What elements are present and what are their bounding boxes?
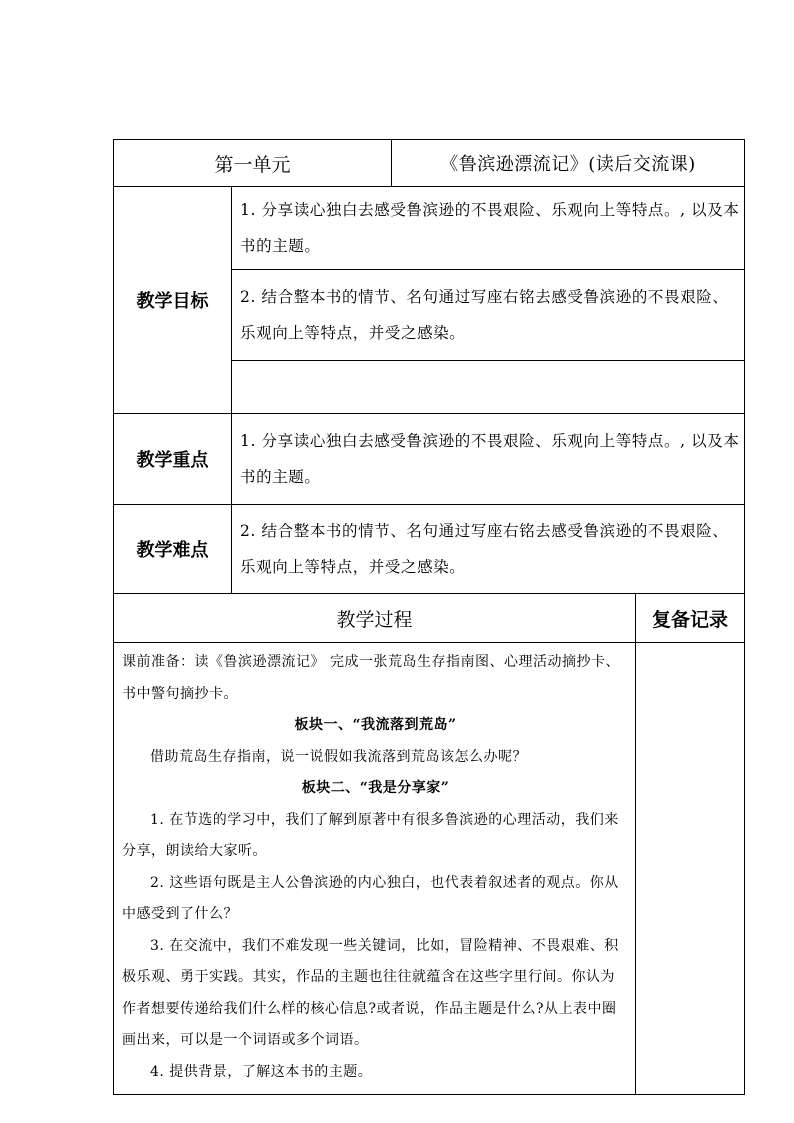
step-3: 3. 在交流中，我们不难发现一些关键词，比如，冒险精神、不畏艰难、积极乐观、勇于实践。其实，作品的主题也往往就蕴含在这些字里行间。你认为作者想要传递给我们什么样的核心信息?或者说，作品主题是什么?从上表中圈画出来，可以是一个词语或多个词语。 bbox=[122, 937, 619, 1048]
objective-item-3 bbox=[232, 361, 745, 414]
process-content bbox=[114, 643, 636, 1095]
objectives-label: 教学目标 bbox=[114, 187, 232, 414]
process-header-row bbox=[114, 594, 745, 643]
process-label: 教学过程 bbox=[114, 594, 636, 643]
unit-label: 第一单元 bbox=[114, 140, 392, 187]
objectives-row-1 bbox=[114, 187, 745, 270]
objective-item-1: 1. 分享读心独白去感受鲁滨逊的不畏艰险、乐观向上等特点。, 以及本书的主题。 bbox=[232, 187, 745, 270]
step-2: 2. 这些语句既是主人公鲁滨逊的内心独白，也代表着叙述者的观点。你从中感受到了什么？ bbox=[122, 874, 619, 922]
difficulties-label: 教学难点 bbox=[114, 505, 232, 594]
process-body-row bbox=[114, 643, 745, 1095]
difficulties-row bbox=[114, 505, 745, 594]
section-1-text: 借助荒岛生存指南，说一说假如我流落到荒岛该怎么办呢？ bbox=[150, 748, 527, 765]
prep-text: 课前准备：读《鲁滨逊漂流记》 完成一张荒岛生存指南图、心理活动摘抄卡、书中警句摘抄卡。 bbox=[122, 654, 620, 702]
section-1-title: 板块一、“我流落到荒岛” bbox=[294, 717, 457, 733]
step-4: 4. 提供背景，了解这本书的主题。 bbox=[150, 1063, 373, 1080]
key-points-label: 教学重点 bbox=[114, 414, 232, 505]
difficulties-text: 2. 结合整本书的情节、名句通过写座右铭去感受鲁滨逊的不畏艰险、乐观向上等特点，并受之感染。 bbox=[232, 505, 745, 594]
lesson-title: 《鲁滨逊漂流记》(读后交流课) bbox=[392, 140, 745, 187]
section-2-title: 板块二、“我是分享家” bbox=[301, 780, 450, 796]
header-row bbox=[114, 140, 745, 187]
notes-label: 复备记录 bbox=[636, 594, 745, 643]
lesson-plan-table bbox=[113, 139, 745, 1095]
step-1: 1. 在节选的学习中，我们了解到原著中有很多鲁滨逊的心理活动，我们来分享，朗读给大家听。 bbox=[122, 811, 619, 859]
objective-item-2: 2. 结合整本书的情节、名句通过写座右铭去感受鲁滨逊的不畏艰险、乐观向上等特点，并受之感染。 bbox=[232, 270, 745, 361]
key-points-row bbox=[114, 414, 745, 505]
notes-content bbox=[636, 643, 745, 1095]
key-points-text: 1. 分享读心独白去感受鲁滨逊的不畏艰险、乐观向上等特点。, 以及本书的主题。 bbox=[232, 414, 745, 505]
